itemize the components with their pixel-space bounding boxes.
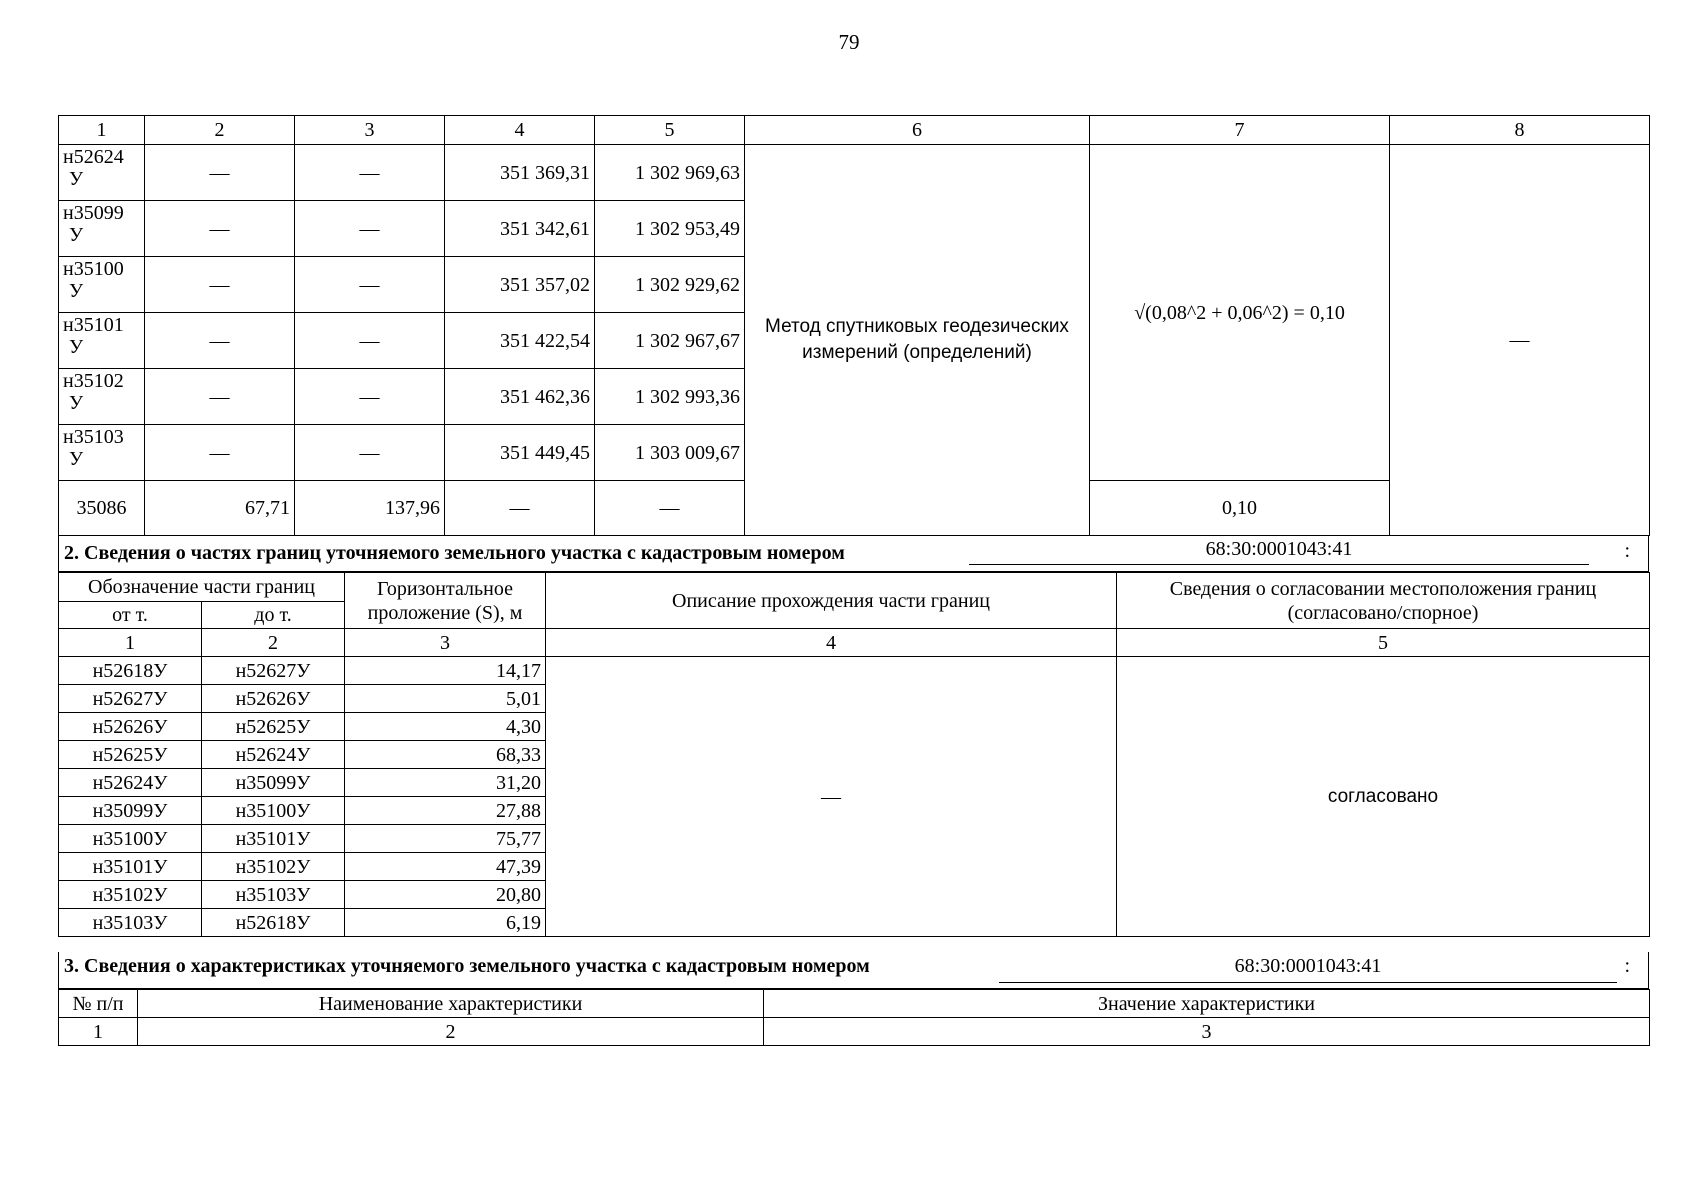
cell-y: 1 302 929,62 <box>595 257 745 313</box>
distance: 6,19 <box>345 909 546 937</box>
characteristics-table <box>58 989 1650 1046</box>
col8-cell: — <box>1390 145 1650 536</box>
point-name-cell <box>59 425 145 481</box>
cell-col-2: — <box>145 145 295 201</box>
section-2-title: 2. Сведения о частях границ уточняемого земельного участка с кадастровым номером <box>64 542 845 564</box>
header-col-1: 1 <box>59 116 145 145</box>
cell-y: 1 303 009,67 <box>595 425 745 481</box>
to-point: н52626У <box>202 685 345 713</box>
table-row <box>59 145 1650 201</box>
cell-y: 1 302 969,63 <box>595 145 745 201</box>
description-header: Описание прохождения части границ <box>546 573 1117 629</box>
distance: 68,33 <box>345 741 546 769</box>
from-point: н35102У <box>59 881 202 909</box>
header-col-7: 7 <box>1090 116 1390 145</box>
distance: 20,80 <box>345 881 546 909</box>
from-point: н35103У <box>59 909 202 937</box>
cell-col-2: — <box>145 313 295 369</box>
characteristics-header <box>59 990 1650 1018</box>
header-col-4: 4 <box>445 116 595 145</box>
point-suffix: У <box>69 336 84 358</box>
point-name-cell <box>59 257 145 313</box>
to-point: н52627У <box>202 657 345 685</box>
method-line-1: Метод спутниковых геодезических <box>765 316 1069 337</box>
col-number-1: 1 <box>59 1018 138 1046</box>
points-table <box>58 115 1650 536</box>
col-number-1: 1 <box>59 629 202 657</box>
cell-x: 351 342,61 <box>445 201 595 257</box>
point-name-cell <box>59 313 145 369</box>
point-name: н35099 <box>63 202 124 224</box>
point-name: н52624 <box>63 146 124 168</box>
point-name: н35100 <box>63 258 124 280</box>
point-suffix: У <box>69 392 84 414</box>
border-parts-table <box>58 572 1650 937</box>
col-number-3: 3 <box>345 629 546 657</box>
from-header: от т. <box>59 602 202 629</box>
col-number-4: 4 <box>546 629 1117 657</box>
cell-col-3: — <box>295 201 445 257</box>
cell-y: 1 302 967,67 <box>595 313 745 369</box>
point-suffix: У <box>69 224 84 246</box>
header-col-3: 3 <box>295 116 445 145</box>
border-parts-column-numbers <box>59 629 1650 657</box>
cell-col-3: — <box>295 425 445 481</box>
cell-col-2: — <box>145 369 295 425</box>
distance: 4,30 <box>345 713 546 741</box>
from-point: н35099У <box>59 797 202 825</box>
from-point: н52626У <box>59 713 202 741</box>
to-point: н52625У <box>202 713 345 741</box>
to-header: до т. <box>202 602 345 629</box>
number-header: № п/п <box>59 990 138 1018</box>
from-point: н35101У <box>59 853 202 881</box>
cell-y: — <box>595 481 745 536</box>
point-name: н35103 <box>63 426 124 448</box>
accuracy-cell: 0,10 <box>1090 481 1390 536</box>
from-point: н35100У <box>59 825 202 853</box>
header-col-5: 5 <box>595 116 745 145</box>
distance: 14,17 <box>345 657 546 685</box>
to-point: н35100У <box>202 797 345 825</box>
point-name-cell <box>59 369 145 425</box>
section-2-heading <box>58 535 1649 572</box>
cell-y: 1 302 993,36 <box>595 369 745 425</box>
horizontal-header-line-1: Горизонтальное <box>377 577 513 600</box>
from-point: н52618У <box>59 657 202 685</box>
characteristics-column-numbers <box>59 1018 1650 1046</box>
section-2-cadastral-number: 68:30:0001043:41 <box>969 538 1589 565</box>
border-parts-header <box>59 573 1650 602</box>
from-point: н52624У <box>59 769 202 797</box>
distance: 75,77 <box>345 825 546 853</box>
header-col-8: 8 <box>1390 116 1650 145</box>
to-point: н52624У <box>202 741 345 769</box>
to-point: н35102У <box>202 853 345 881</box>
point-name-cell <box>59 145 145 201</box>
description-value: — <box>546 657 1117 937</box>
header-col-2: 2 <box>145 116 295 145</box>
cell-x: 351 462,36 <box>445 369 595 425</box>
cell-x: 351 449,45 <box>445 425 595 481</box>
col-number-2: 2 <box>202 629 345 657</box>
page-number: 79 <box>838 30 860 54</box>
cell-col-3: — <box>295 145 445 201</box>
points-table-header <box>59 116 1650 145</box>
distance: 31,20 <box>345 769 546 797</box>
method-line-2: измерений (определений) <box>802 342 1032 363</box>
section-3-heading <box>58 952 1649 989</box>
distance: 47,39 <box>345 853 546 881</box>
agreement-value: согласовано <box>1117 657 1650 937</box>
from-point: н52625У <box>59 741 202 769</box>
point-name: н35101 <box>63 314 124 336</box>
from-point: н52627У <box>59 685 202 713</box>
method-cell <box>745 145 1090 536</box>
value-header: Значение характеристики <box>764 990 1650 1018</box>
to-point: н35099У <box>202 769 345 797</box>
point-suffix: У <box>69 168 84 190</box>
table-row <box>59 657 1650 685</box>
name-header: Наименование характеристики <box>138 990 764 1018</box>
point-name: н35102 <box>63 370 124 392</box>
agreement-header <box>1117 573 1650 629</box>
section-3-colon: : <box>1624 955 1630 977</box>
cell-col-3: — <box>295 257 445 313</box>
cell-col-2: — <box>145 425 295 481</box>
point-name-cell <box>59 201 145 257</box>
header-col-6: 6 <box>745 116 1090 145</box>
point-name: 35086 <box>59 481 145 536</box>
cell-col-3: 137,96 <box>295 481 445 536</box>
to-point: н35101У <box>202 825 345 853</box>
section-3-cadastral-number: 68:30:0001043:41 <box>999 955 1617 983</box>
cell-col-2: — <box>145 257 295 313</box>
section-2-colon: : <box>1624 540 1630 562</box>
to-point: н35103У <box>202 881 345 909</box>
cell-x: 351 357,02 <box>445 257 595 313</box>
cell-x: 351 369,31 <box>445 145 595 201</box>
cell-x: — <box>445 481 595 536</box>
cell-col-2: — <box>145 201 295 257</box>
formula-cell: √(0,08^2 + 0,06^2) = 0,10 <box>1090 145 1390 481</box>
horizontal-header-line-2: проложение (S), м <box>367 601 523 624</box>
part-designation-header: Обозначение части границ <box>59 573 345 602</box>
cell-col-2: 67,71 <box>145 481 295 536</box>
distance: 5,01 <box>345 685 546 713</box>
col-number-2: 2 <box>138 1018 764 1046</box>
point-suffix: У <box>69 448 84 470</box>
agreement-header-line-1: Сведения о согласовании местоположения границ <box>1169 577 1597 600</box>
to-point: н52618У <box>202 909 345 937</box>
point-suffix: У <box>69 280 84 302</box>
cell-col-3: — <box>295 369 445 425</box>
cell-col-3: — <box>295 313 445 369</box>
horizontal-header <box>345 573 546 629</box>
cell-x: 351 422,54 <box>445 313 595 369</box>
cell-y: 1 302 953,49 <box>595 201 745 257</box>
col-number-3: 3 <box>764 1018 1650 1046</box>
section-3-title: 3. Сведения о характеристиках уточняемого земельного участка с кадастровым номером <box>64 955 870 977</box>
distance: 27,88 <box>345 797 546 825</box>
agreement-header-line-2: (согласовано/спорное) <box>1287 601 1479 624</box>
col-number-5: 5 <box>1117 629 1650 657</box>
